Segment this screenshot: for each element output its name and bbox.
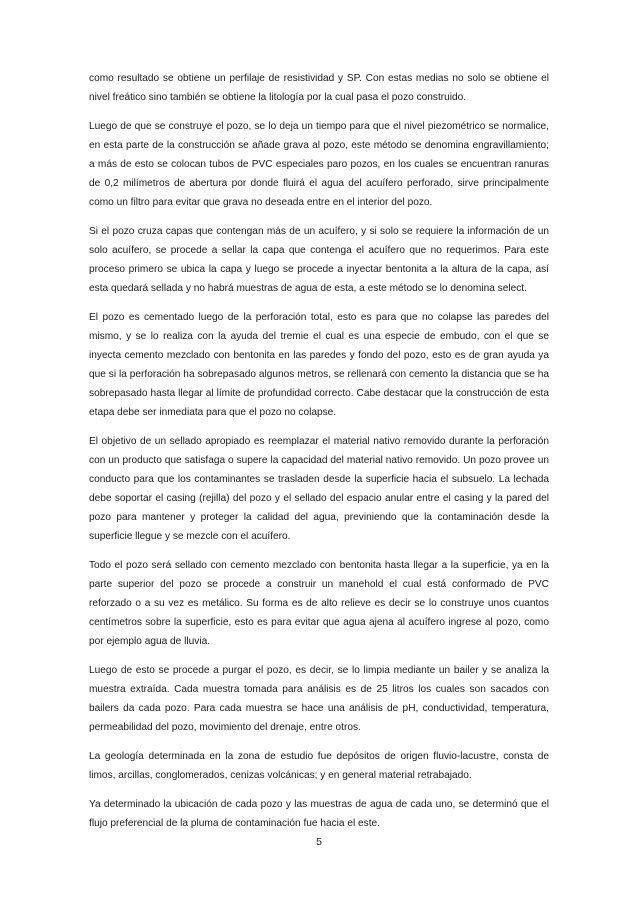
paragraph-7: Luego de esto se procede a purgar el pozo, es decir, se lo limpia mediante un bailer y se analiza la muestra extraída. Cada muestra tomada para análisis es de 25 litros los cuales son sacados con bailers da cada pozo. Para cada muestra se hace una análisis de pH, conductividad, temperatura, permeabilidad del pozo, movimiento del drenaje, entre otros. — [89, 665, 549, 733]
paragraph-5: El objetivo de un sellado apropiado es reemplazar el material nativo removido durante la perforación con un producto que satisfaga o supere la capacidad del material nativo removido. Un pozo provee un conducto para que los contaminantes se trasladen desde la superficie hacia el subsuelo. La lechada debe soportar el casing (rejilla) del pozo y el sellado del espacio anular entre el casing y la pared del pozo para mantener y proteger la calidad del agua, previniendo que la contaminación desde la superficie llegue y se mezcle con el acuífero. — [89, 436, 549, 542]
paragraph-9: Ya determinado la ubicación de cada pozo y las muestras de agua de cada uno, se determinó que el flujo preferencial de la pluma de contaminación fue hacia el este. — [89, 799, 549, 829]
paragraph-3: Si el pozo cruza capas que contengan más de un acuífero, y si solo se requiere la información de un solo acuífero, se procede a sellar la capa que contenga el acuífero que no requerimos. Para este proceso primero se ubica la capa y luego se procede a inyectar bentonita a la altura de la capa, así esta quedará sellada y no habrá muestras de agua de esta, a este método se lo denomina select. — [89, 226, 549, 294]
paragraph-8: La geología determinada en la zona de estudio fue depósitos de origen fluvio-lacustre, consta de limos, arcillas, conglomerados, cenizas volcánicas; y en general material retrabajado. — [89, 751, 549, 781]
paragraph-4: El pozo es cementado luego de la perforación total, esto es para que no colapse las paredes del mismo, y se lo realiza con la ayuda del tremie el cual es una especie de embudo, con el que se inyecta cemento mezclado con bentonita en las paredes y fondo del pozo, esto es de gran ayuda ya que si la perforación ha sobrepasado algunos metros, se rellenará con cemento la distancia que se ha sobrepasado hasta llegar al límite de profundidad correcto. Cabe destacar que la construcción de esta etapa debe ser inmediata para que el pozo no colapse. — [89, 312, 549, 418]
paragraph-1: como resultado se obtiene un perfilaje de resistividad y SP. Con estas medias no solo se obtiene el nivel freático sino también se obtiene la litología por la cual pasa el pozo construido. — [89, 73, 549, 103]
page-number: 5 — [316, 836, 322, 848]
body-text — [89, 69, 549, 843]
paragraph-6: Todo el pozo será sellado con cemento mezclado con bentonita hasta llegar a la superficie, ya en la parte superior del pozo se procede a construir un manehold el cual está conformado de PVC reforzado o a su vez es metálico. Su forma es de alto relieve es decir se lo construye unos cuantos centímetros sobre la superficie, esto es para evitar que agua ajena al acuífero ingrese al pozo, como por ejemplo agua de lluvia. — [89, 560, 549, 647]
paragraph-2: Luego de que se construye el pozo, se lo deja un tiempo para que el nivel piezométrico se normalice, en esta parte de la construcción se añade grava al pozo, este método se denomina engravillamiento; a más de esto se colocan tubos de PVC especiales paro pozos, en los cuales se encuentran ranuras de 0,2 milímetros de abertura por donde fluirá el agua del acuífero perforado, sirve principalmente como un filtro para evitar que grava no deseada entre en el interior del pozo. — [89, 121, 549, 208]
